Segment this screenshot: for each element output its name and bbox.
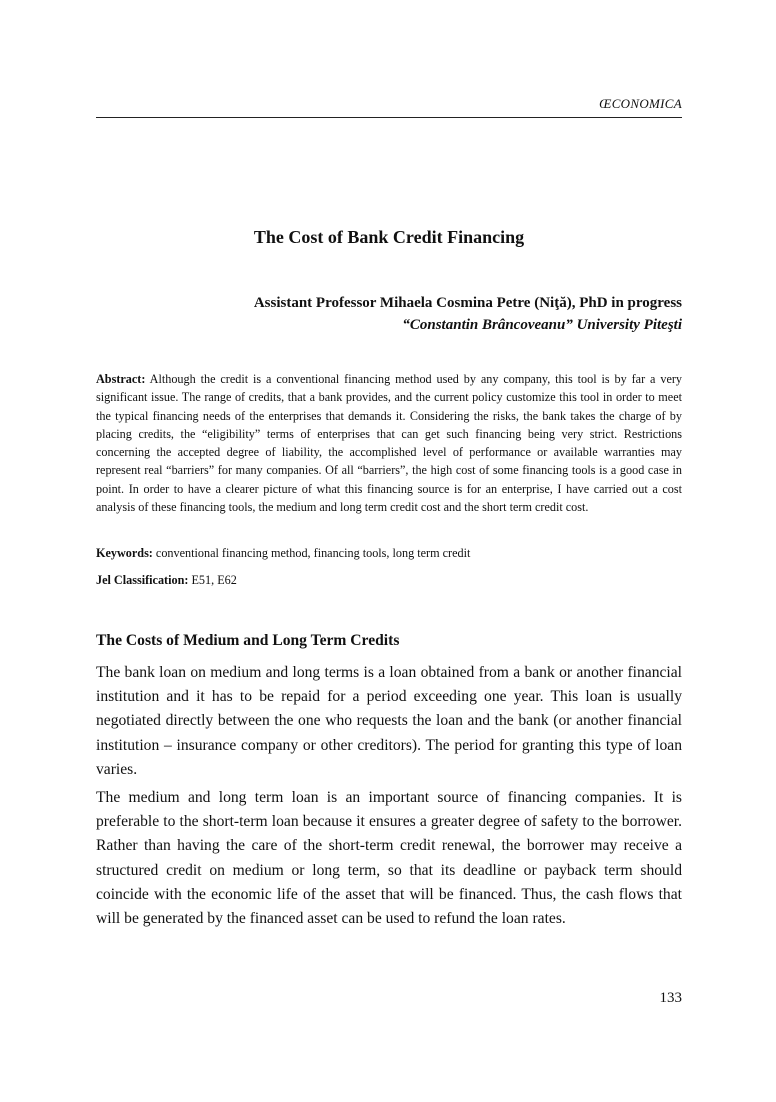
- abstract: [96, 370, 682, 516]
- abstract-text: Although the credit is a conventional financing method used by any company, this tool is by far a very significant issue. The range of credits, that a bank provides, and the current policy customize this tool in order to meet the typical financing needs of the enterprises that demands it. Considering the risks, the bank takes the charge of by placing credits, the “eligibility” terms of enterprises that can get such financing being very strict. Restrictions concerning the accepted degree of liability, the accomplished level of performance or available warranties may represent real “barriers” for many companies. Of all “barriers”, the high cost of some financing tools is a good case in point. In order to have a clearer picture of what this financing source is for an enterprise, I have carried out a cost analysis of these financing tools, the medium and long term credit cost and the short term credit cost.: [96, 372, 683, 515]
- paper-title: The Cost of Bank Credit Financing: [253, 227, 525, 247]
- author-affiliation: “Constantin Brâncoveanu” University Piteşti: [402, 317, 682, 333]
- keywords-text: conventional financing method, financing tools, long term credit: [155, 546, 471, 560]
- abstract-label: Abstract:: [96, 372, 146, 386]
- author-name: Assistant Professor Mihaela Cosmina Petre (Niţă), PhD in progress: [253, 295, 682, 311]
- author-block: [96, 292, 682, 336]
- jel-text: E51, E62: [191, 573, 237, 587]
- body-paragraph-2: The medium and long term loan is an important source of financing companies. It is preferable to the short-term loan because it ensures a greater degree of safety to the borrower. Rather than having the care of the short-term credit renewal, the borrower may receive a structured credit on medium or long term, so that its deadline or payback term should coincide with the economic life of the asset that will be financed. Thus, the cash flows that will be generated by the financed asset can be used to refund the loan rates.: [96, 789, 682, 928]
- keywords: [96, 544, 682, 562]
- header-rule: [96, 117, 682, 118]
- jel-label: Jel Classification:: [96, 573, 189, 587]
- jel-classification: [96, 571, 682, 589]
- section-heading: The Costs of Medium and Long Term Credits: [96, 632, 400, 649]
- journal-name: ŒCONOMICA: [599, 96, 682, 111]
- page-number: 133: [659, 990, 682, 1006]
- body-paragraph-1: The bank loan on medium and long terms is a loan obtained from a bank or another financial institution and it has to be repaid for a period exceeding one year. This loan is usually negotiated directly between the one who requests the loan and the bank (or another financial institution – insurance company or other creditors). The period for granting this type of loan varies.: [96, 664, 682, 778]
- keywords-label: Keywords:: [96, 546, 153, 560]
